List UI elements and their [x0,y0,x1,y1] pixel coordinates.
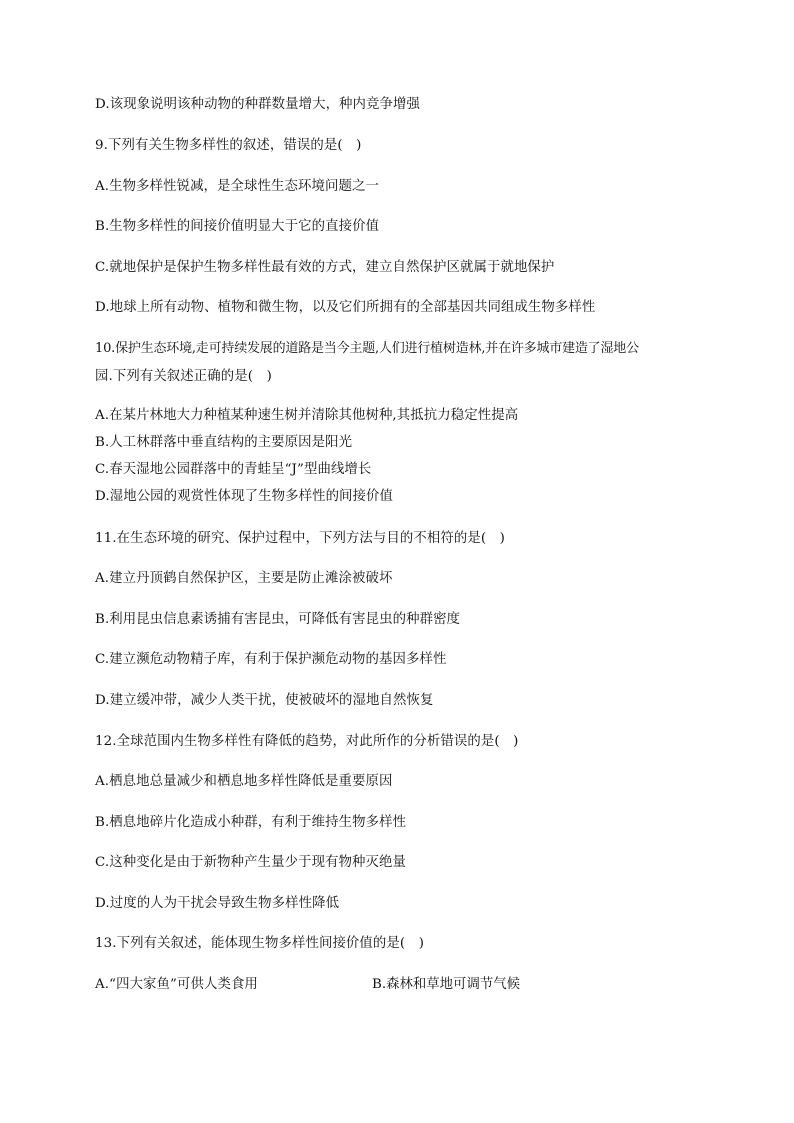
q11-stem: 11.在生态环境的研究、保护过程中，下列方法与目的不相符的是( ) [95,531,505,546]
q8-option-d: D.该现象说明该种动物的种群数量增大，种内竞争增强 [95,97,420,112]
q11-option-b: B.利用昆虫信息素诱捕有害昆虫，可降低有害昆虫的种群密度 [95,612,461,627]
q10-stem-line2: 园.下列有关叙述正确的是( ) [95,369,272,384]
q11-option-c: C.建立濒危动物精子库，有利于保护濒危动物的基因多样性 [95,652,447,667]
q13-stem: 13.下列有关叙述，能体现生物多样性间接价值的是( ) [95,936,425,951]
q10-option-c: C.春天湿地公园群落中的青蛙呈“J”型曲线增长 [95,462,372,477]
q12-option-b: B.栖息地碎片化造成小种群，有利于维持生物多样性 [95,815,407,830]
q13-option-b: B.森林和草地可调节气候 [372,977,521,992]
q11-option-d: D.建立缓冲带，减少人类干扰，使被破坏的湿地自然恢复 [95,693,434,708]
q12-option-c: C.这种变化是由于新物种产生量少于现有物种灭绝量 [95,855,407,870]
q13-option-a: A.“四大家鱼”可供人类食用 [95,977,258,992]
q9-option-c: C.就地保护是保护生物多样性最有效的方式，建立自然保护区就属于就地保护 [95,260,555,275]
q9-option-a: A.生物多样性锐减，是全球性生态环境问题之一 [95,179,379,194]
q9-option-b: B.生物多样性的间接价值明显大于它的直接价值 [95,219,380,234]
q9-stem: 9.下列有关生物多样性的叙述，错误的是( ) [95,138,362,153]
q12-stem: 12.全球范围内生物多样性有降低的趋势，对此所作的分析错误的是( ) [95,734,519,749]
q10-option-a: A.在某片林地大力种植某种速生树并清除其他树种,其抵抗力稳定性提高 [95,408,519,423]
q12-option-d: D.过度的人为干扰会导致生物多样性降低 [95,896,340,911]
q9-option-d: D.地球上所有动物、植物和微生物，以及它们所拥有的全部基因共同组成生物多样性 [95,300,596,315]
q10-option-d: D.湿地公园的观赏性体现了生物多样性的间接价值 [95,489,394,504]
q10-option-b: B.人工林群落中垂直结构的主要原因是阳光 [95,435,353,450]
q10-stem-line1: 10.保护生态环境,走可持续发展的道路是当今主题,人们进行植树造林,并在许多城市建造了湿地公 [95,341,639,356]
q11-option-a: A.建立丹顶鹤自然保护区，主要是防止滩涂被破坏 [95,571,393,586]
q12-option-a: A.栖息地总量减少和栖息地多样性降低是重要原因 [95,774,393,789]
